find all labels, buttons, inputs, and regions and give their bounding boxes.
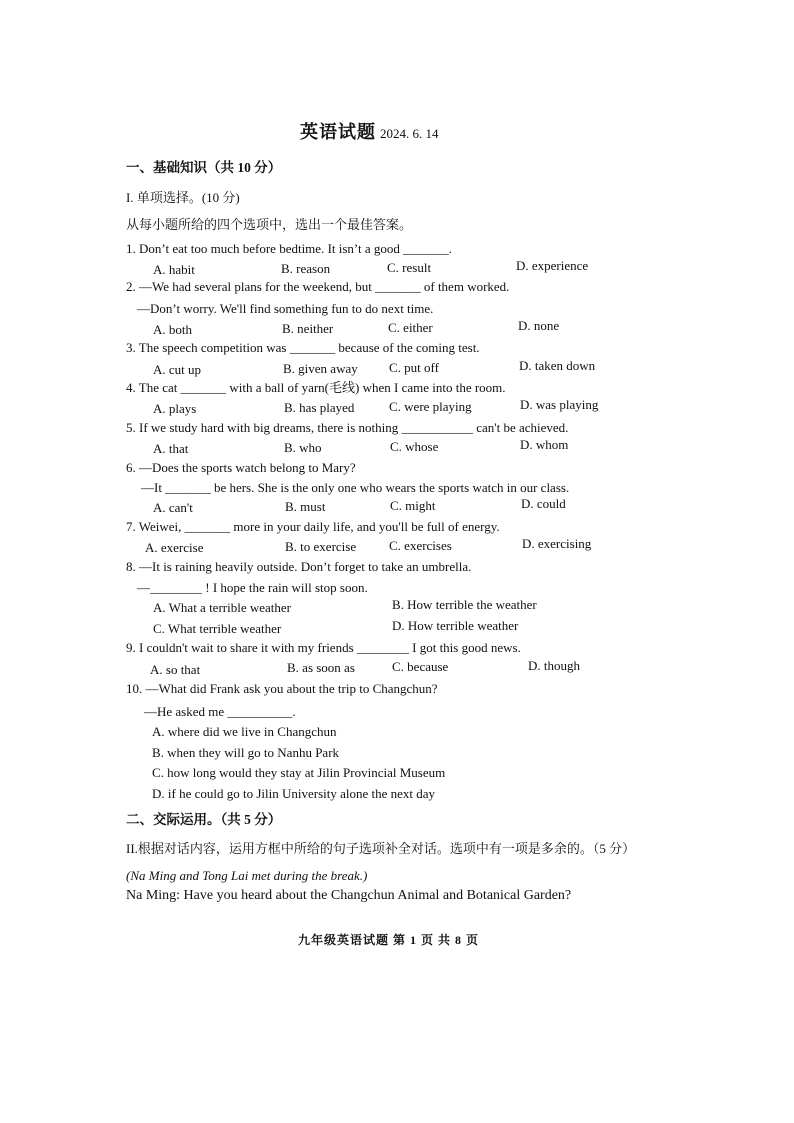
question-8-stem-line2: —________ ! I hope the rain will stop soon. (137, 580, 368, 595)
question-9-stem: 9. I couldn't wait to share it with my friends ________ I got this good news. (126, 640, 521, 655)
question-5-option-d: D. whom (520, 437, 569, 452)
question-8-option-a: A. What a terrible weather (153, 600, 291, 615)
question-2-option-c: C. either (388, 320, 433, 335)
question-3-option-d: D. taken down (519, 358, 596, 373)
question-10-stem-line2: —He asked me __________. (144, 704, 296, 719)
part-2-heading: II.根据对话内容，运用方框中所给的句子选项补全对话。选项中有一项是多余的。（5 分） (126, 841, 636, 856)
question-5-option-b: B. who (284, 440, 322, 455)
question-7-option-b: B. to exercise (285, 539, 357, 554)
question-10-option-d: D. if he could go to Jilin University alone the next day (152, 786, 436, 801)
question-8-option-c: C. What terrible weather (153, 621, 282, 636)
question-10-option-c: C. how long would they stay at Jilin Provincial Museum (152, 765, 446, 780)
question-8-option-b: B. How terrible the weather (392, 597, 537, 612)
part-1-heading: I. 单项选择。(10 分) (126, 190, 240, 205)
question-1-stem: 1. Don’t eat too much before bedtime. It isn’t a good _______. (126, 241, 452, 256)
question-6-option-d: D. could (521, 496, 566, 511)
question-5-option-a: A. that (153, 441, 189, 456)
question-7-option-c: C. exercises (389, 538, 452, 553)
dialogue-line-1: Na Ming: Have you heard about the Changchun Animal and Botanical Garden? (126, 888, 572, 903)
question-8-stem: 8. —It is raining heavily outside. Don’t forget to take an umbrella. (126, 559, 472, 574)
question-3-stem: 3. The speech competition was _______ because of the coming test. (126, 340, 480, 355)
question-10-stem: 10. —What did Frank ask you about the trip to Changchun? (126, 681, 438, 696)
exam-date: 2024. 6. 14 (380, 126, 439, 141)
question-5-stem: 5. If we study hard with big dreams, there is nothing ___________ can't be achieved. (126, 420, 569, 435)
question-6-option-a: A. can't (153, 500, 193, 515)
question-9-option-b: B. as soon as (287, 660, 355, 675)
question-6-stem: 6. —Does the sports watch belong to Mary? (126, 460, 356, 475)
section-1-heading: 一、基础知识（共 10 分） (126, 160, 282, 175)
question-10-option-a: A. where did we live in Changchun (152, 724, 337, 739)
question-5-option-c: C. whose (390, 439, 439, 454)
page-footer: 九年级英语试题 第 1 页 共 8 页 (298, 933, 480, 947)
question-2-option-a: A. both (153, 322, 192, 337)
question-9-option-a: A. so that (150, 662, 201, 677)
question-4-option-c: C. were playing (389, 399, 472, 414)
question-7-option-a: A. exercise (145, 540, 204, 555)
instruction: 从每小题所给的四个选项中，选出一个最佳答案。 (126, 217, 413, 232)
question-1-option-a: A. habit (153, 262, 195, 277)
question-7-option-d: D. exercising (522, 536, 592, 551)
question-1-option-b: B. reason (281, 261, 331, 276)
question-6-stem-line2: —It _______ be hers. She is the only one who wears the sports watch in our class. (141, 480, 570, 495)
dialogue-context: (Na Ming and Tong Lai met during the break.) (126, 868, 368, 883)
question-4-stem: 4. The cat _______ with a ball of yarn(毛线) when I came into the room. (126, 380, 506, 395)
question-10-option-b: B. when they will go to Nanhu Park (152, 745, 340, 760)
page-title (300, 124, 439, 142)
question-7-stem: 7. Weiwei, _______ more in your daily life, and you'll be full of energy. (126, 519, 500, 534)
question-2-stem-line2: —Don’t worry. We'll find something fun to do next time. (137, 301, 434, 316)
title-text: 英语试题 (300, 122, 376, 142)
question-4-option-d: D. was playing (520, 397, 599, 412)
question-9-option-c: C. because (392, 659, 449, 674)
question-2-option-d: D. none (518, 318, 560, 333)
section-2-heading: 二、交际运用。（共 5 分） (126, 812, 282, 827)
question-2-option-b: B. neither (282, 321, 334, 336)
question-1-option-c: C. result (387, 260, 432, 275)
question-2-stem: 2. —We had several plans for the weekend, but _______ of them worked. (126, 279, 510, 294)
question-4-option-b: B. has played (284, 400, 355, 415)
question-4-option-a: A. plays (153, 401, 197, 416)
question-8-option-d: D. How terrible weather (392, 618, 519, 633)
question-6-option-b: B. must (285, 499, 326, 514)
question-6-option-c: C. might (390, 498, 436, 513)
question-3-option-a: A. cut up (153, 362, 202, 377)
question-3-option-b: B. given away (283, 361, 358, 376)
question-9-option-d: D. though (528, 658, 580, 673)
question-1-option-d: D. experience (516, 258, 589, 273)
question-3-option-c: C. put off (389, 360, 439, 375)
